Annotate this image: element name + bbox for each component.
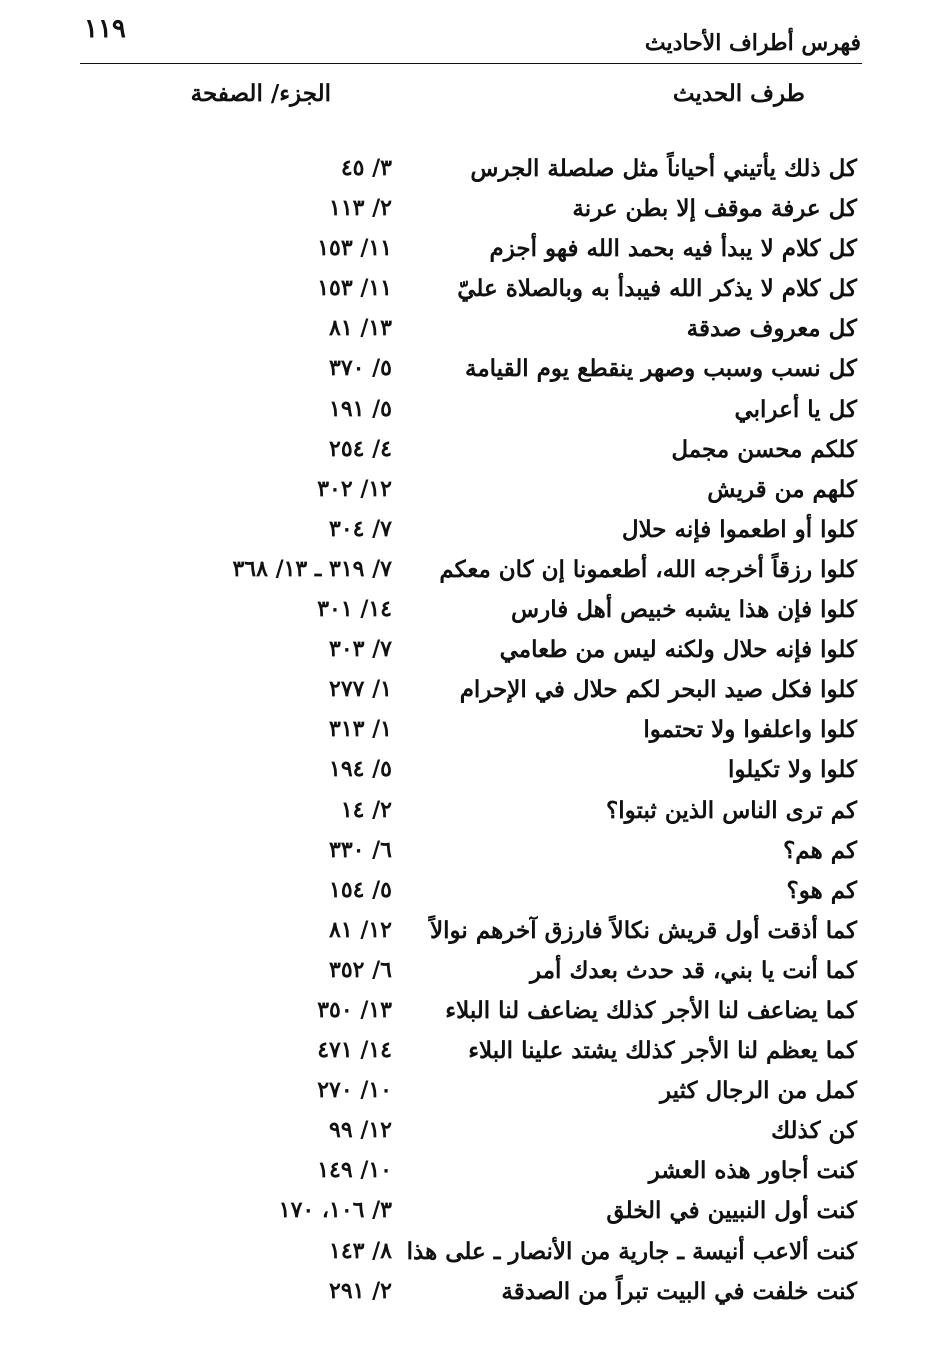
hadith-incipit: كم هم؟	[783, 836, 857, 864]
volume-page-reference: ٣/ ١٠٦، ١٧٠	[278, 1197, 392, 1224]
volume-page-reference: ١٤/ ٣٠١	[317, 596, 392, 623]
hadith-incipit: كلوا فإنه حلال ولكنه ليس من طعامي	[499, 636, 857, 664]
volume-page-reference: ٧/ ٣٠٤	[329, 515, 392, 542]
hadith-incipit: كل ذلك يأتيني أحياناً مثل صلصلة الجرس	[470, 155, 857, 182]
volume-page-reference: ١١/ ١٥٣	[317, 235, 392, 262]
volume-page-reference: ١/ ٢٧٧	[329, 676, 392, 703]
volume-page-reference: ٥/ ١٩٤	[329, 756, 392, 783]
hadith-incipit: كنت خلفت في البيت تبراً من الصدقة	[501, 1277, 857, 1305]
index-entry	[150, 1157, 857, 1197]
hadith-incipit: كلوا رزقاً أخرجه الله، أطعمونا إن كان معكم	[439, 555, 857, 583]
volume-page-reference: ١١/ ١٥٣	[317, 275, 392, 302]
index-entry	[150, 636, 857, 676]
hadith-incipit: كلوا ولا تكيلوا	[727, 756, 857, 784]
hadith-incipit: كل نسب وسبب وصهر ينقطع يوم القيامة	[465, 355, 857, 383]
index-entry	[150, 917, 857, 957]
index-entry	[150, 476, 857, 516]
hadith-incipit: كنت ألاعب أنيسة ـ جارية من الأنصار ـ على هذا	[406, 1237, 857, 1265]
volume-page-reference: ٣/ ٤٥	[340, 155, 392, 181]
hadith-incipit: كلكم محسن مجمل	[671, 435, 857, 463]
index-entry	[150, 436, 857, 476]
column-header-reference: الجزء/ الصفحة	[190, 80, 331, 107]
volume-page-reference: ٦/ ٣٥٢	[329, 956, 392, 983]
index-entry	[150, 797, 857, 837]
hadith-incipit: كلهم من قريش	[707, 475, 857, 503]
index-entry	[150, 195, 857, 235]
hadith-incipit: كل يا أعرابي	[734, 395, 857, 423]
header-divider	[80, 63, 862, 64]
volume-page-reference: ٢/ ١٤	[340, 796, 392, 823]
index-entry	[150, 877, 857, 917]
hadith-incipit: كمل من الرجال كثير	[659, 1077, 857, 1105]
hadith-incipit: كل عرفة موقف إلا بطن عرنة	[572, 195, 857, 223]
index-entry	[150, 315, 857, 355]
column-header-hadith: طرف الحديث	[672, 80, 805, 107]
volume-page-reference: ١٠/ ١٤٩	[317, 1157, 392, 1184]
index-entry	[150, 1117, 857, 1157]
volume-page-reference: ٦/ ٣٣٠	[329, 836, 392, 863]
volume-page-reference: ١/ ٣١٣	[329, 716, 392, 743]
volume-page-reference: ١٢/ ٣٠٢	[317, 475, 392, 502]
index-entry	[150, 396, 857, 436]
volume-page-reference: ٥/ ٣٧٠	[329, 355, 392, 382]
volume-page-reference: ٧/ ٣٠٣	[329, 636, 392, 663]
volume-page-reference: ١٠/ ٢٧٠	[317, 1077, 392, 1104]
hadith-incipit: كلوا واعلفوا ولا تحتموا	[643, 716, 857, 744]
index-entry	[150, 756, 857, 796]
index-entry	[150, 516, 857, 556]
index-entry	[150, 556, 857, 596]
index-entry	[150, 837, 857, 877]
volume-page-reference: ١٢/ ٨١	[329, 916, 392, 943]
hadith-incipit: كنت أجاور هذه العشر	[648, 1157, 857, 1185]
index-entry	[150, 716, 857, 756]
volume-page-reference: ٤/ ٢٥٤	[329, 435, 392, 462]
hadith-incipit: كما يعظم لنا الأجر كذلك يشتد علينا البلاء	[468, 1037, 857, 1065]
running-head: فهرس أطراف الأحاديث	[644, 30, 861, 56]
index-entry	[150, 355, 857, 395]
index-entry	[150, 155, 857, 195]
hadith-incipit: كن كذلك	[771, 1117, 857, 1145]
index-entry	[150, 1037, 857, 1077]
index-entry	[150, 1238, 857, 1278]
hadith-incipit: كم هو؟	[786, 876, 857, 904]
volume-page-reference: ١٣/ ٨١	[329, 315, 392, 342]
index-entry	[150, 1278, 857, 1318]
volume-page-reference: ١٣/ ٣٥٠	[317, 996, 392, 1023]
hadith-incipit: كل كلام لا يذكر الله فيبدأ به وبالصلاة عليّ	[457, 275, 857, 303]
hadith-incipit: كما يضاعف لنا الأجر كذلك يضاعف لنا البلاء	[445, 996, 857, 1024]
hadith-incipit: كما أذقت أول قريش نكالاً فارزق آخرهم نوالاً	[430, 916, 857, 944]
hadith-index-list	[150, 155, 857, 1318]
volume-page-reference: ١٤/ ٤٧١	[317, 1037, 392, 1064]
hadith-incipit: كل معروف صدقة	[686, 315, 857, 343]
index-entry	[150, 596, 857, 636]
hadith-incipit: كم ترى الناس الذين ثبتوا؟	[606, 796, 857, 824]
volume-page-reference: ٨/ ١٤٣	[329, 1237, 392, 1264]
volume-page-reference: ٢/ ١١٣	[329, 195, 392, 222]
hadith-incipit: كلوا أو اطعموا فإنه حلال	[621, 515, 857, 543]
index-entry	[150, 676, 857, 716]
index-entry	[150, 957, 857, 997]
index-entry	[150, 1077, 857, 1117]
hadith-incipit: كل كلام لا يبدأ فيه بحمد الله فهو أجزم	[489, 235, 857, 263]
hadith-incipit: كما أنت يا بني، قد حدث بعدك أمر	[530, 956, 857, 984]
volume-page-reference: ٥/ ١٩١	[329, 395, 392, 422]
hadith-incipit: كلوا فكل صيد البحر لكم حلال في الإحرام	[459, 676, 857, 704]
page-number: ١١٩	[84, 14, 126, 44]
volume-page-reference: ١٢/ ٩٩	[329, 1117, 392, 1144]
index-entry	[150, 997, 857, 1037]
volume-page-reference: ٧/ ٣١٩ ـ ١٣/ ٣٦٨	[232, 555, 392, 582]
index-entry	[150, 235, 857, 275]
index-entry	[150, 1197, 857, 1237]
index-entry	[150, 275, 857, 315]
hadith-incipit: كنت أول النبيين في الخلق	[606, 1197, 857, 1225]
volume-page-reference: ٢/ ٢٩١	[329, 1277, 392, 1304]
volume-page-reference: ٥/ ١٥٤	[329, 876, 392, 903]
hadith-incipit: كلوا فإن هذا يشبه خبيص أهل فارس	[511, 596, 857, 624]
